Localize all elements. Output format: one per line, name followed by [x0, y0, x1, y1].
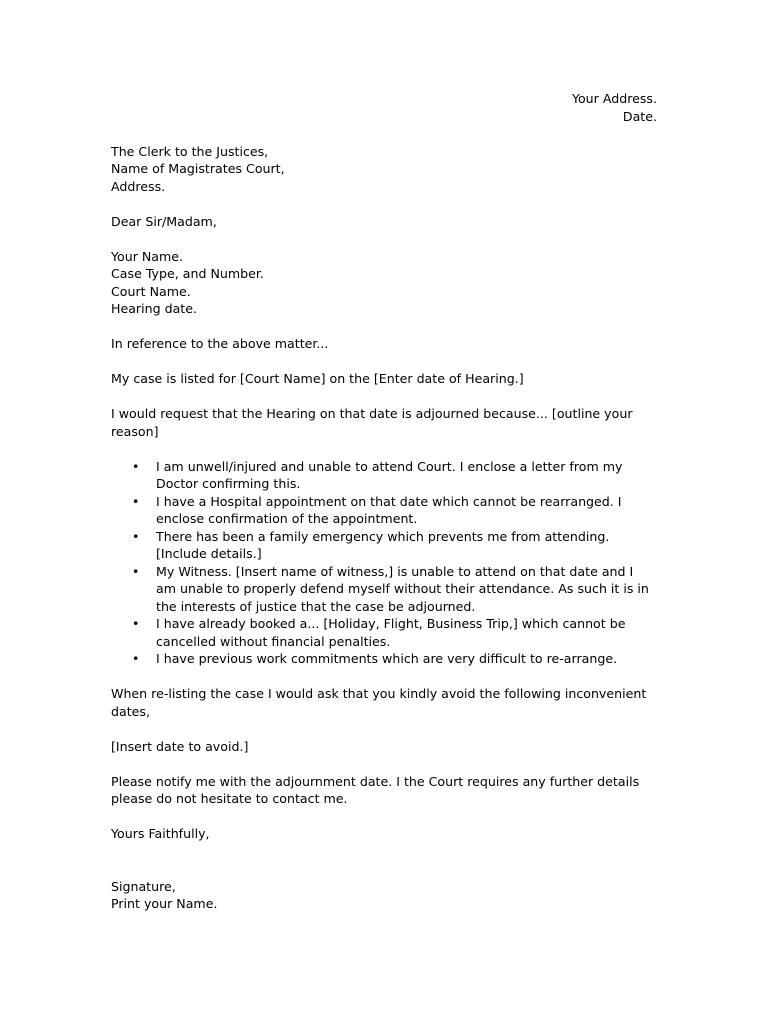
closing: Yours Faithfully,: [111, 826, 210, 841]
relisting-paragraph: [111, 685, 657, 720]
notify-line-1: Please notify me with the adjournment date. I the Court requires any further details: [111, 773, 640, 789]
recipient-block: [111, 143, 657, 196]
reason-line: Doctor confirming this.: [156, 476, 301, 491]
bullet-icon: •: [132, 528, 140, 544]
reason-line: I am unwell/injured and unable to attend Court. I enclose a letter from my: [156, 458, 623, 474]
bullet-icon: •: [132, 651, 140, 666]
salutation: Dear Sir/Madam,: [111, 213, 217, 229]
reference-paragraph: In reference to the above matter...: [111, 336, 329, 351]
avoid-dates: [Insert date to avoid.]: [111, 738, 249, 754]
bullet-icon: •: [132, 458, 140, 474]
reason-line: There has been a family emergency which prevents me from attending.: [156, 528, 610, 544]
list-item: [111, 615, 657, 650]
reasons-list: [111, 458, 657, 668]
reason-line: My Witness. [Insert name of witness,] is unable to attend on that date and I: [156, 563, 634, 579]
reason-line: enclose confirmation of the appointment.: [156, 511, 418, 526]
case-details-block: [111, 248, 657, 318]
reason-line: I have already booked a... [Holiday, Flight, Business Trip,] which cannot be: [156, 616, 626, 631]
listed-paragraph: My case is listed for [Court Name] on the [Enter date of Hearing.]: [111, 371, 524, 386]
notify-paragraph: [111, 773, 657, 808]
reason-line: I have a Hospital appointment on that date which cannot be rearranged. I: [156, 493, 622, 509]
bullet-icon: •: [132, 493, 140, 509]
relisting-line-1: When re-listing the case I would ask that you kindly avoid the following inconvenient: [111, 686, 647, 701]
notify-line-2: please do not hesitate to contact me.: [111, 791, 348, 806]
signature-line: Signature,: [111, 878, 176, 894]
case-court: Court Name.: [111, 283, 191, 299]
bullet-icon: •: [132, 616, 140, 631]
recipient-line-3: Address.: [111, 178, 166, 194]
print-name-line: Print your Name.: [111, 896, 218, 911]
list-item: [111, 458, 657, 493]
case-name: Your Name.: [111, 248, 184, 264]
request-line-2: reason]: [111, 423, 159, 439]
bullet-icon: •: [132, 563, 140, 579]
letter-page: [111, 90, 657, 930]
relisting-line-2: dates,: [111, 703, 150, 719]
reason-line: am unable to properly defend myself without their attendance. As such it is in: [156, 581, 649, 596]
list-item: [111, 493, 657, 528]
letter-date: Date.: [622, 108, 657, 124]
list-item: [111, 650, 657, 668]
case-type: Case Type, and Number.: [111, 266, 264, 281]
case-hearing: Hearing date.: [111, 301, 197, 316]
recipient-line-1: The Clerk to the Justices,: [111, 143, 269, 159]
reason-line: I have previous work commitments which are very difficult to re-arrange.: [156, 651, 618, 666]
request-line-1: I would request that the Hearing on that date is adjourned because... [outline your: [111, 406, 633, 421]
signature-gap: [111, 860, 657, 878]
sender-address: Your Address.: [571, 91, 657, 106]
signature-block: [111, 878, 657, 913]
reason-line: [Include details.]: [156, 546, 262, 561]
reason-line: the interests of justice that the case be adjourned.: [156, 598, 476, 614]
list-item: [111, 528, 657, 563]
recipient-line-2: Name of Magistrates Court,: [111, 161, 285, 176]
reason-line: cancelled without financial penalties.: [156, 633, 391, 649]
list-item: [111, 563, 657, 616]
request-paragraph: [111, 405, 657, 440]
sender-block: [111, 90, 657, 125]
